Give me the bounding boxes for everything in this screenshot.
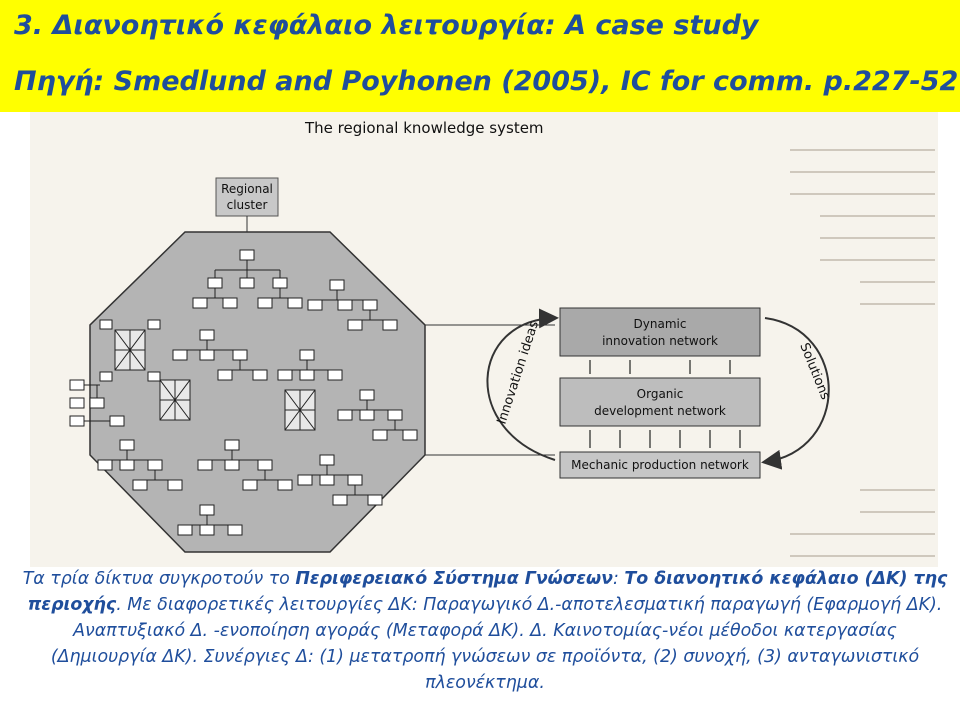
organic-network-label-line2: development network: [594, 404, 726, 418]
slide-title: 3. Διανοητικό κεφάλαιο λειτουργία: A case study: [14, 10, 759, 41]
innovation-ideas-label: Innovation ideas: [494, 319, 543, 427]
figure-title: The regional knowledge system: [305, 119, 544, 137]
organic-network-label-line1: Organic: [636, 387, 684, 401]
slide-source: Πηγή: Smedlund and Poyhonen (2005), IC for comm. p.227-52: [14, 66, 959, 97]
caption: [22, 566, 948, 696]
caption-regional-knowledge-system: Περιφερειακό Σύστημα Γνώσεων: [295, 569, 613, 589]
dynamic-network-label-line1: Dynamic: [633, 317, 687, 331]
caption-text-2: :: [612, 569, 625, 589]
organic-development-network-box: [560, 378, 760, 426]
regional-cluster-label-line2: cluster: [226, 198, 268, 212]
dynamic-network-label-line2: innovation network: [602, 334, 718, 348]
regional-cluster-label-line1: Regional: [221, 182, 273, 196]
caption-text-1: Τα τρία δίκτυα συγκροτούν το: [22, 569, 296, 589]
dynamic-innovation-network-box: [560, 308, 760, 356]
caption-intellectual-capital: Το διανοητικό κεφάλαιο (ΔΚ) της περιοχής: [27, 569, 948, 615]
caption-text-3: . Με διαφορετικές λειτουργίες ΔΚ: Παραγωγικό Δ.-αποτελεσματική παραγωγή (Εφαρμογή ΔΚ). Αναπτυξιακό Δ. -ενοποίηση αγοράς (Μεταφορά ΔΚ). Δ. Καινοτομίας-νέοι μέθοδοι κατεργασίας (Δημιουργία ΔΚ). Συνέργιες Δ: (1) μετατροπή γνώσεων σε προϊόντα, (2) συνοχή, (3) ανταγωνιστικό πλεονέκτημα.: [50, 595, 943, 693]
solutions-label: Solutions: [796, 340, 833, 402]
mechanic-network-label: Mechanic production network: [571, 458, 749, 472]
